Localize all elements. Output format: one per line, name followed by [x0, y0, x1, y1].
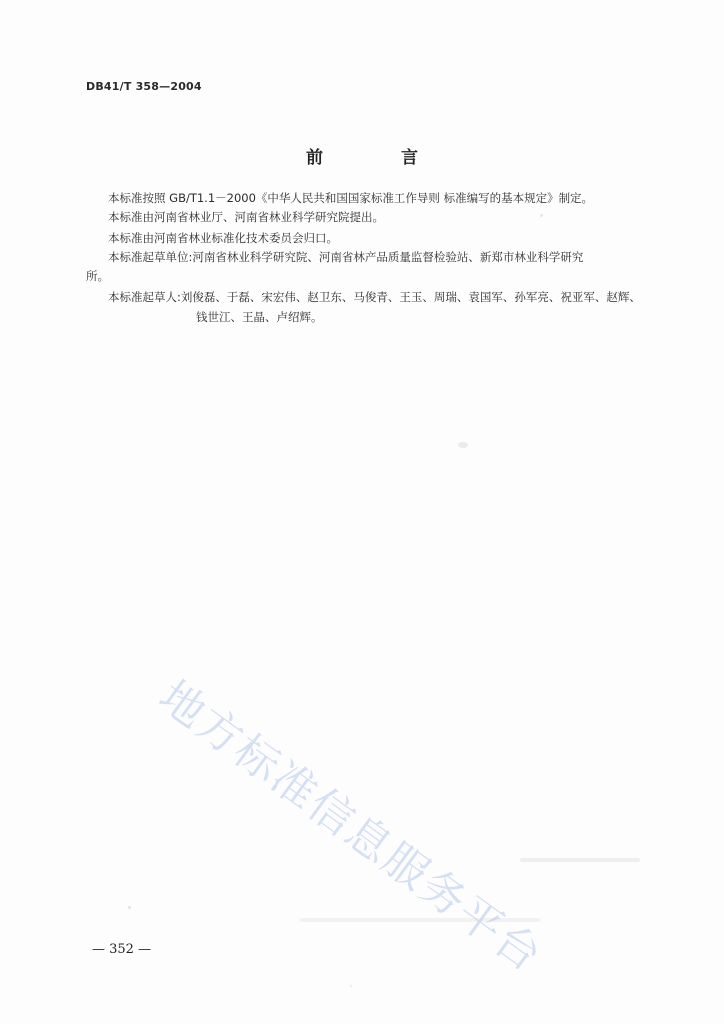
paragraph-standard-basis: 本标准按照 GB/T1.1－2000《中华人民共和国国家标准工作导则 标准编写的基本规定》制定。	[108, 191, 594, 205]
paragraph-drafters: 本标准起草人:刘俊磊、于磊、宋宏伟、赵卫东、马俊青、王玉、周瑞、袁国军、孙军亮、祝亚军、赵辉、	[108, 290, 641, 304]
paragraph-proposer: 本标准由河南省林业厅、河南省林业科学研究院提出。	[108, 210, 384, 224]
page-number: — 352 —	[92, 942, 152, 957]
scan-speck	[300, 918, 540, 922]
scan-speck	[540, 214, 543, 217]
paragraph-drafters-cont: 钱世江、王晶、卢绍辉。	[196, 310, 323, 324]
scan-speck	[128, 906, 131, 909]
scan-speck	[520, 858, 640, 862]
watermark: 地方标准信息服务平台	[149, 670, 552, 983]
scan-speck	[458, 442, 468, 448]
paragraph-centralized-unit: 本标准由河南省林业标准化技术委员会归口。	[108, 231, 338, 245]
scan-speck	[350, 985, 352, 987]
section-title: 前 言	[306, 148, 454, 168]
document-code: DB41/T 358—2004	[86, 80, 202, 93]
paragraph-drafting-units: 本标准起草单位:河南省林业科学研究院、河南省林产品质量监督检验站、新郑市林业科学研究	[108, 250, 584, 264]
paragraph-drafting-units-cont: 所。	[86, 269, 109, 283]
